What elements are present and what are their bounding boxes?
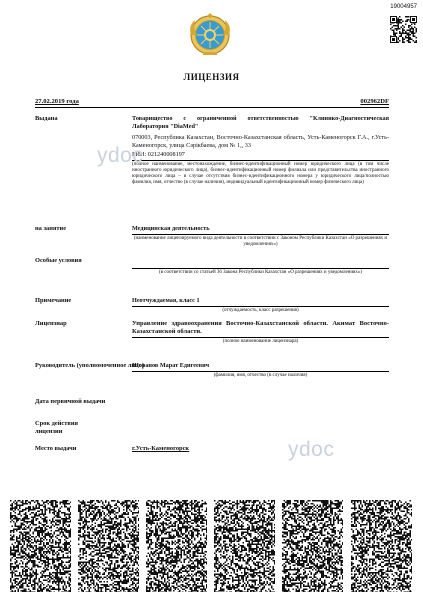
remark-underline [132,306,389,307]
qr-code-icon [214,500,275,592]
special-conditions-underline [132,268,389,269]
licensor-label: Лицензиар [35,320,67,327]
issue-place-value: г.Усть-Каменогорск [132,445,190,452]
page-title: ЛИЦЕНЗИЯ [183,72,240,82]
head-underline [132,371,389,372]
qr-code-row [10,500,415,592]
licensee-address: 070003, Республика Казахстан, Восточно-Казахстанская область, Усть-Каменогорск Г.А., г.Усть-Каменогорск, улица Сәрікбаева, дом № 1,, 33 [132,134,389,149]
head-label: Руководитель (уполномоченное лицо) [35,362,145,369]
watermark-text: ydoc [288,438,335,461]
qr-code-icon [351,500,412,592]
licensor-value: Управление здравоохранения Восточно-Казахстанской области. Акимат Восточно-Казахстанской области. [132,320,389,335]
licensee-name: Товарищество с ограниченной ответственностью "Клинико-Диагностическая Лаборатория "DiaMed" [132,115,389,130]
document-number: 19004957 [390,4,417,10]
license-number: 002962DF [360,98,389,105]
licensor-underline [132,337,389,338]
header-divider [35,107,389,108]
activity-note: (наименование лицензируемого вида деятельности в соответствии с Законом Республики Казахстан «О разрешениях и уведомлениях») [133,236,388,247]
activity-value: Медицинская деятельность [132,225,210,232]
activity-underline [132,234,389,235]
issue-date: 27.02.2019 года [35,98,79,105]
special-conditions-label: Особые условия [35,257,82,264]
qr-code-icon [282,500,343,592]
qr-code-icon [146,500,207,592]
watermark-text: ydoc [97,144,144,167]
special-conditions-note: (в соответствии со статьей 36 Закона Республики Казахстан «О разрешениях и уведомлениях») [159,270,362,275]
remark-label: Примечание [35,297,72,304]
kazakhstan-emblem-icon [188,12,232,56]
remark-value: Неотчуждаемая, класс 1 [132,297,200,304]
head-value: Шоранов Марат Едигеевич [132,362,210,369]
licensee-note: (полное наименование, местонахождение, бизнес-идентификационный номер юридического лица (в том числе иностранного юридического лица), бизнес-идентификационный номер филиала или представительства иностранного юридического лица – в случае отсутствия бизнес-идентификационного номера у юридического лица/полностью фамилия, имя, отчество (в случае наличия), индивидуальный идентификационный номер физического лица) [132,162,389,185]
activity-label: на занятие [35,225,67,232]
head-note: (фамилия, имя, отчество (в случае наличия) [213,373,308,378]
validity-label: Срок действия лицензии [35,420,78,435]
top-qr-code-icon [390,16,417,43]
issue-place-label: Место выдачи [35,445,77,452]
qr-code-icon [78,500,139,592]
first-issue-label: Дата первичной выдачи [35,398,106,405]
licensor-note: (полное наименование лицензиара) [222,339,299,344]
issued-to-label: Выдана [35,115,58,122]
remark-note: (отчуждаемость, класс разрешения) [222,308,299,313]
licensee-underline [132,160,389,161]
qr-code-icon [10,500,71,592]
licensee-bin: БИН: 021240008197 [132,151,185,158]
